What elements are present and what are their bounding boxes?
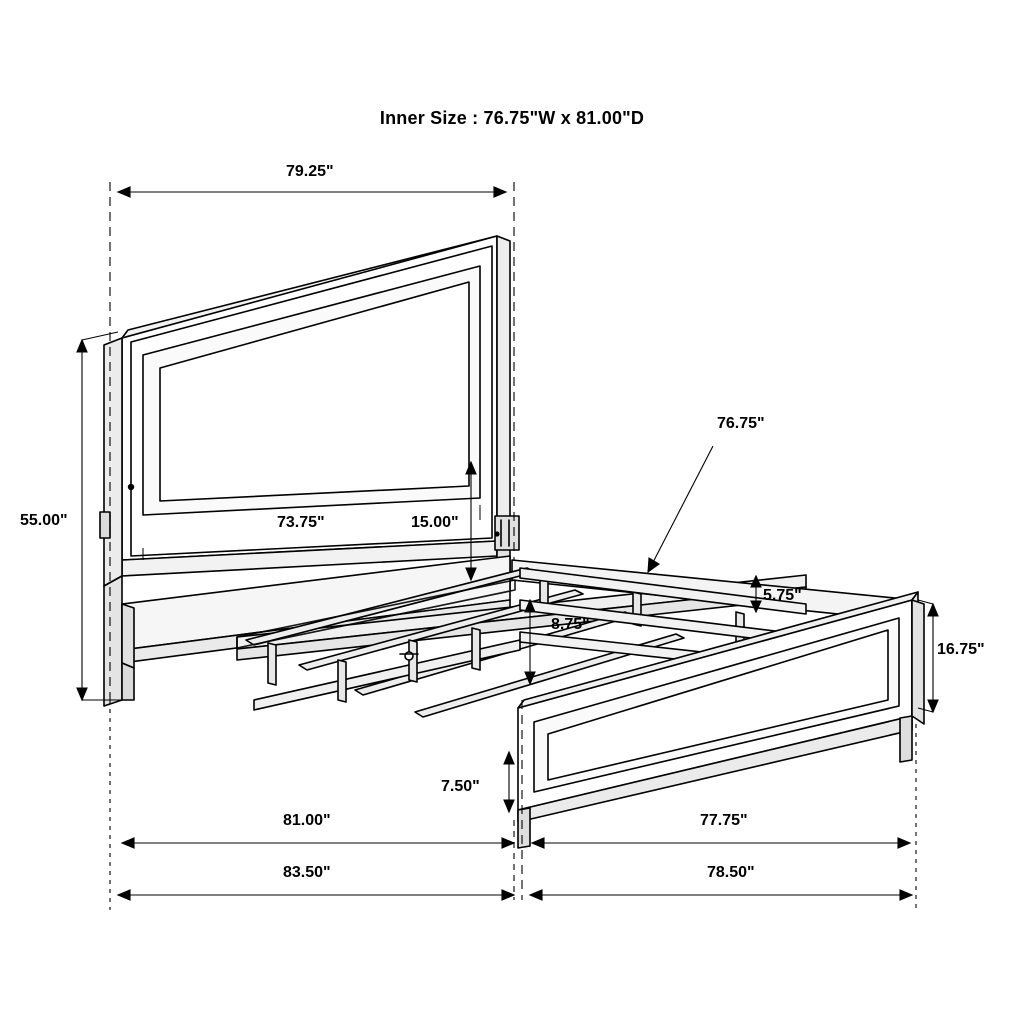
dimension-label-slat-height: 5.75" (763, 587, 802, 604)
dimension-label-floor-clearance: 7.50" (441, 778, 480, 795)
dimension-label-inner-width-callout: 76.75" (717, 415, 765, 432)
dimension-label-overall-footboard: 78.50" (707, 864, 755, 881)
dimension-label-rail-height: 8.75" (551, 616, 590, 633)
page-title: Inner Size : 76.75"W x 81.00"D (379, 108, 645, 128)
dimension-label-headboard-height: 55.00" (20, 512, 68, 529)
dimension-label-footboard-width: 77.75" (700, 812, 748, 829)
dimension-label-overall-length: 83.50" (283, 864, 331, 881)
dimension-label-headboard-inner-width: 73.75" (277, 514, 325, 531)
dimension-label-footboard-height: 16.75" (937, 641, 985, 658)
dimension-label-headboard-clearance: 15.00" (411, 514, 459, 531)
dimension-label-side-rail-length: 81.00" (283, 812, 331, 829)
dimension-label-top-width: 79.25" (286, 163, 334, 180)
